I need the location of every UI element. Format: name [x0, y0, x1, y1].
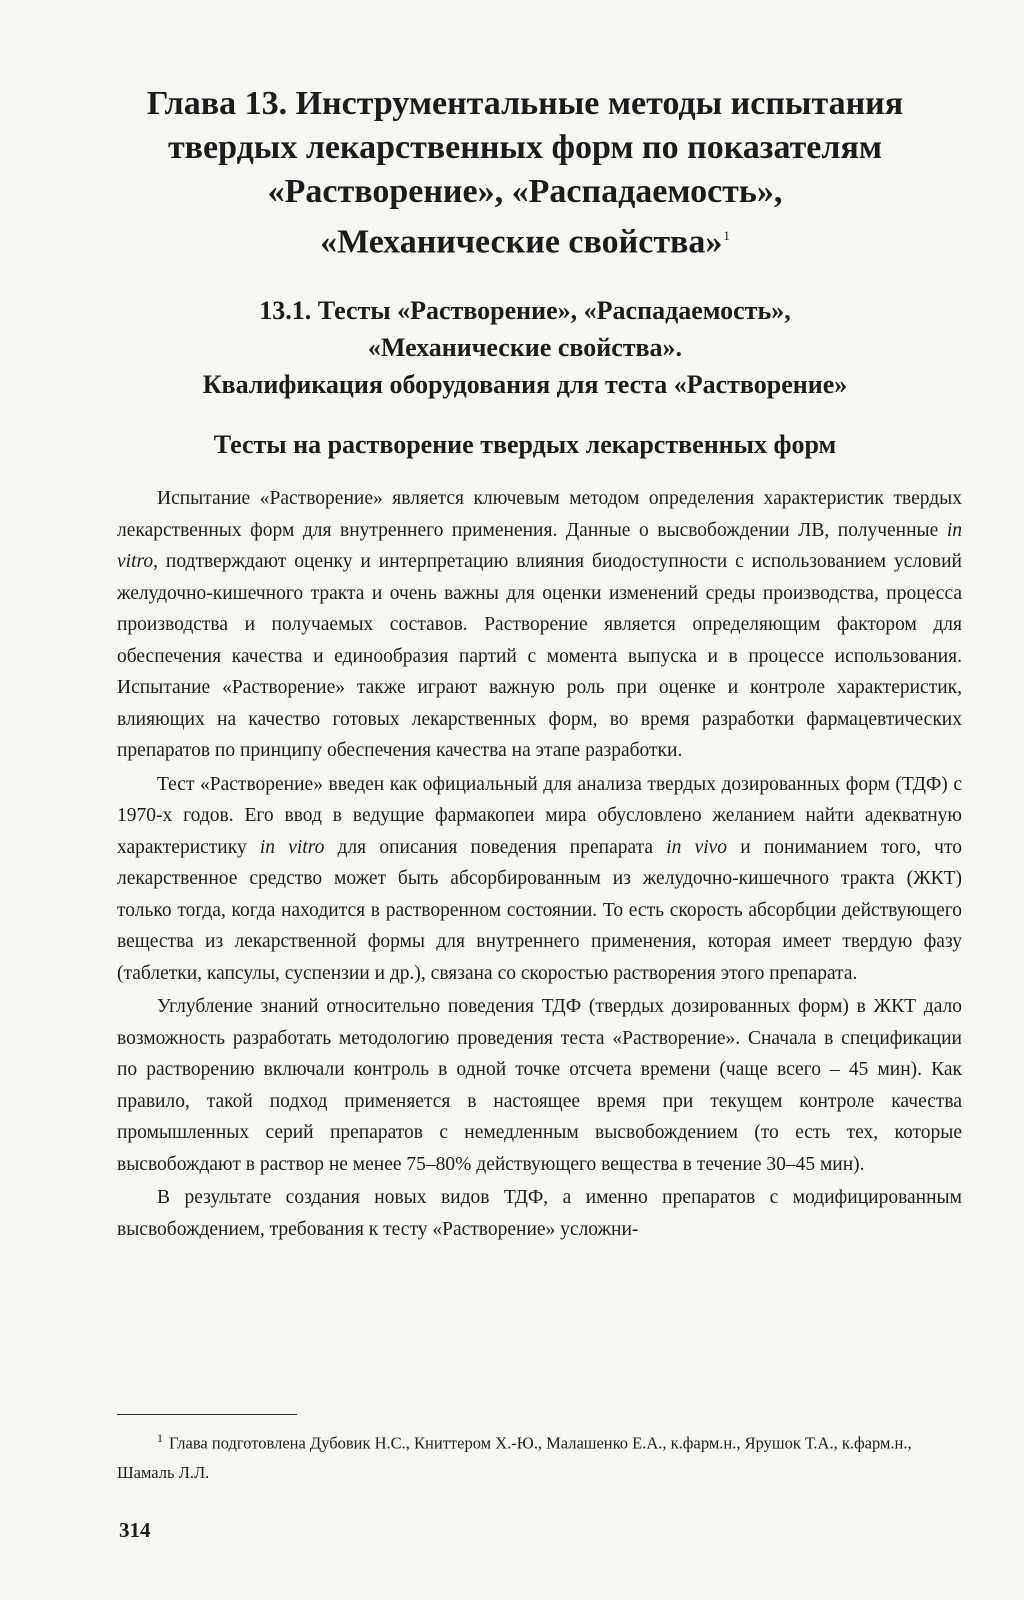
footnote: [117, 1424, 962, 1487]
text-run: Углубление знаний относительно поведения ТДФ (твердых дозированных форм) в ЖКТ дало возможность разработать методологию проведения теста «Растворение». Сначала в спецификации по растворению включали контроль в одной точке отсчета времени (чаще всего – 45 мин). Как правило, такой подход применяется в настоящее время при текущем контроле качества промышленных серий препаратов с немедленным высвобождением (то есть тех, которые высвобождают в раствор не менее 75–80% действующего вещества в течение 30–45 мин).: [117, 996, 962, 1175]
text-run: Тест «Растворение» введен как официальный для анализа твердых дозированных форм (ТДФ) с 1970-х годов. Его ввод в ведущие фармакопеи мира обусловлено желанием найти адекватную характеристику: [117, 773, 962, 858]
section-title-line: Квалификация оборудования для теста «Растворение»: [202, 370, 848, 399]
paragraph: [117, 1182, 962, 1245]
subsection-title: Тесты на растворение твердых лекарственных форм: [213, 430, 837, 459]
chapter-title-line: Глава 13. Инструментальные методы испытания: [146, 85, 904, 122]
chapter-title: [110, 82, 940, 264]
text-run: и пониманием того, что лекарственное средство может быть абсорбированным из желудочно-кишечного тракта (ЖКТ) только тогда, когда находится в растворенном состоянии. То есть скорость абсорбции действующего вещества из лекарственной формы для внутреннего применения, которая имеет твердую фазу (таблетки, капсулы, суспензии и др.), связана со скоростью растворения этого препарата.: [117, 836, 962, 984]
paragraph: [117, 769, 962, 990]
footnote-number: 1: [157, 1431, 163, 1445]
chapter-title-line: твердых лекарственных форм по показателям: [167, 129, 883, 166]
section-title-line: 13.1. Тесты «Растворение», «Распадаемость»,: [259, 296, 791, 325]
text-run: В результате создания новых видов ТДФ, а именно препаратов с модифицированным высвобождением, требования к тесту «Растворение» усложни-: [117, 1187, 962, 1240]
chapter-title-line-text: «Механические свойства»: [320, 223, 723, 261]
footnote-reference-mark[interactable]: 1: [723, 228, 730, 243]
paragraph: [117, 991, 962, 1180]
italic-term: in vivo: [666, 836, 728, 858]
text-run: для описания поведения препарата: [324, 836, 667, 858]
text-run: , подтверждают оценку и интерпретацию влияния биодоступности с использованием условий желудочно-кишечного тракта и очень важны для оценки изменений среды производства, процесса производства и получаемых составов. Растворение является определяющим фактором для обеспечения качества и единообразия партий с момента выпуска и в процессе использования. Испытание «Растворение» также играют важную роль при оценке и контроле характеристик, влияющих на качество готовых лекарственных форм, во время разработки фармацевтических препаратов по принципу обеспечения качества на этапе разработки.: [117, 551, 962, 761]
chapter-title-line: «Растворение», «Распадаемость»,: [267, 173, 783, 210]
footnote-text: Глава подготовлена Дубовик Н.С., Книттером Х.-Ю., Малашенко Е.А., к.фарм.н., Ярушок Т.А., к.фарм.н., Шамаль Л.Л.: [117, 1433, 912, 1482]
italic-term: in vitro: [259, 836, 325, 858]
paragraph: [117, 483, 962, 767]
italic-term: in vitro: [117, 519, 962, 572]
page-number: 314: [119, 1518, 151, 1542]
section-title: [130, 292, 920, 403]
footnote-divider: [117, 1414, 297, 1415]
body-text: [117, 483, 962, 1245]
section-title-line: «Механические свойства».: [367, 333, 683, 362]
text-run: Испытание «Растворение» является ключевым методом определения характеристик твердых лекарственных форм для внутреннего применения. Данные о высвобождении ЛВ, полученные: [117, 488, 962, 541]
chapter-title-line: [110, 214, 940, 264]
